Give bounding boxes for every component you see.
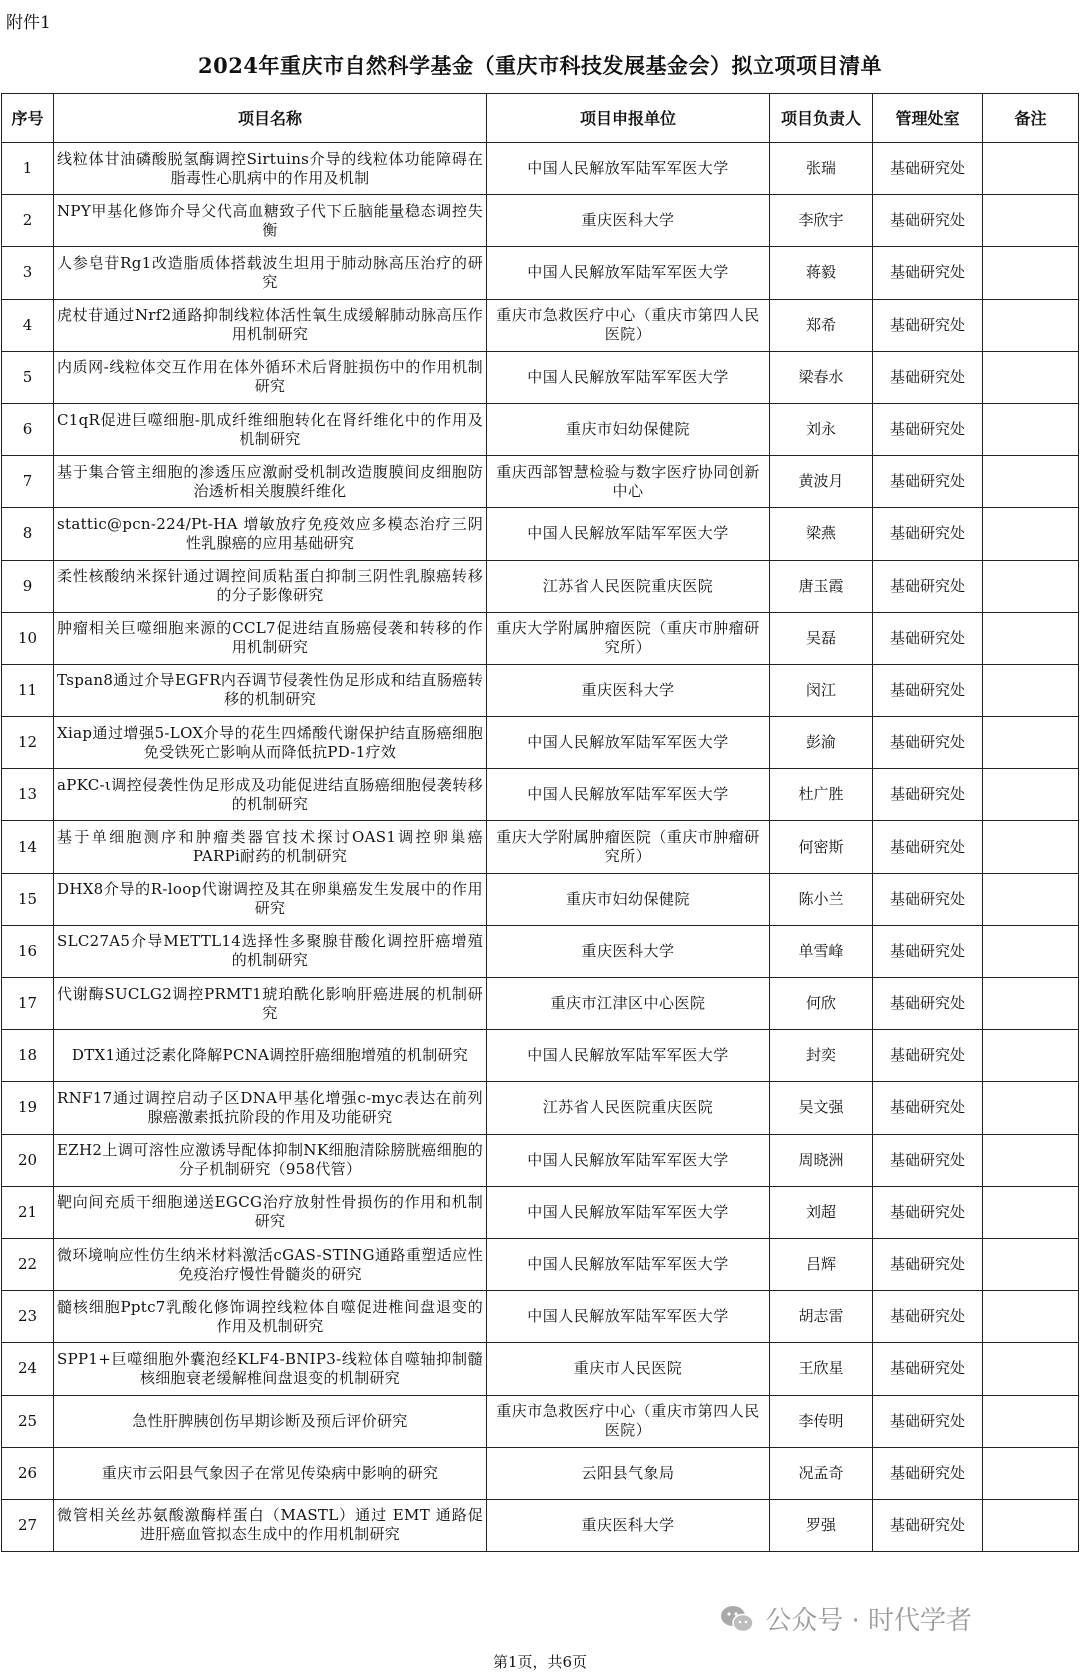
cell-applicant-unit: 重庆医科大学: [487, 664, 770, 716]
cell-project-leader: 李欣宇: [770, 195, 873, 247]
cell-applicant-unit: 中国人民解放军陆军军医大学: [487, 1134, 770, 1186]
cell-project-name: RNF17通过调控启动子区DNA甲基化增强c-myc表达在前列腺癌激素抵抗阶段的作用及功能研究: [54, 1082, 487, 1134]
cell-applicant-unit: 中国人民解放军陆军军医大学: [487, 143, 770, 195]
cell-project-name: 微管相关丝苏氨酸激酶样蛋白（MASTL）通过 EMT 通路促进肝癌血管拟态生成中的作用机制研究: [54, 1499, 487, 1551]
cell-management-office: 基础研究处: [873, 664, 983, 716]
cell-project-leader: 王欣星: [770, 1343, 873, 1395]
table-row: [2, 1291, 1079, 1343]
cell-project-leader: 郑希: [770, 299, 873, 351]
table-row: [2, 351, 1079, 403]
cell-remark: [983, 925, 1079, 977]
table-row: [2, 247, 1079, 299]
table-row: [2, 1082, 1079, 1134]
cell-project-name: 靶向间充质干细胞递送EGCG治疗放射性骨损伤的作用和机制研究: [54, 1186, 487, 1238]
cell-management-office: 基础研究处: [873, 821, 983, 873]
table-row: [2, 1134, 1079, 1186]
cell-project-leader: 闵江: [770, 664, 873, 716]
table-header-row: [2, 94, 1079, 143]
table-row: [2, 403, 1079, 455]
cell-no: 27: [2, 1499, 54, 1551]
cell-management-office: 基础研究处: [873, 247, 983, 299]
cell-project-name: 内质网-线粒体交互作用在体外循环术后肾脏损伤中的作用机制研究: [54, 351, 487, 403]
cell-remark: [983, 351, 1079, 403]
cell-management-office: 基础研究处: [873, 1395, 983, 1447]
project-table: [1, 93, 1079, 1552]
cell-applicant-unit: 中国人民解放军陆军军医大学: [487, 1238, 770, 1290]
cell-project-name: 微环境响应性仿生纳米材料激活cGAS-STING通路重塑适应性免疫治疗慢性骨髓炎的研究: [54, 1238, 487, 1290]
cell-applicant-unit: 重庆西部智慧检验与数字医疗协同创新中心: [487, 456, 770, 508]
header-no: 序号: [2, 94, 54, 143]
cell-remark: [983, 978, 1079, 1030]
cell-no: 22: [2, 1238, 54, 1290]
header-unit: 项目申报单位: [487, 94, 770, 143]
cell-management-office: 基础研究处: [873, 873, 983, 925]
cell-project-name: SLC27A5介导METTL14选择性多聚腺苷酸化调控肝癌增殖的机制研究: [54, 925, 487, 977]
cell-management-office: 基础研究处: [873, 560, 983, 612]
cell-project-leader: 李传明: [770, 1395, 873, 1447]
cell-no: 4: [2, 299, 54, 351]
cell-project-leader: 刘超: [770, 1186, 873, 1238]
page-number: 第1页，共6页: [492, 1653, 588, 1671]
cell-project-leader: 彭渝: [770, 717, 873, 769]
cell-project-leader: 刘永: [770, 403, 873, 455]
table-row: [2, 1030, 1079, 1082]
header-office: 管理处室: [873, 94, 983, 143]
cell-management-office: 基础研究处: [873, 612, 983, 664]
cell-remark: [983, 612, 1079, 664]
cell-management-office: 基础研究处: [873, 1447, 983, 1499]
cell-remark: [983, 403, 1079, 455]
cell-applicant-unit: 云阳县气象局: [487, 1447, 770, 1499]
cell-management-office: 基础研究处: [873, 143, 983, 195]
cell-no: 7: [2, 456, 54, 508]
watermark: [719, 1600, 972, 1637]
cell-management-office: 基础研究处: [873, 978, 983, 1030]
cell-project-leader: 何欣: [770, 978, 873, 1030]
cell-project-name: C1qR促进巨噬细胞-肌成纤维细胞转化在肾纤维化中的作用及机制研究: [54, 403, 487, 455]
cell-remark: [983, 1291, 1079, 1343]
cell-no: 25: [2, 1395, 54, 1447]
header-name: 项目名称: [54, 94, 487, 143]
cell-project-leader: 黄波月: [770, 456, 873, 508]
table-row: [2, 717, 1079, 769]
cell-project-leader: 封奕: [770, 1030, 873, 1082]
cell-remark: [983, 1395, 1079, 1447]
cell-applicant-unit: 中国人民解放军陆军军医大学: [487, 717, 770, 769]
cell-remark: [983, 299, 1079, 351]
table-row: [2, 560, 1079, 612]
cell-management-office: 基础研究处: [873, 299, 983, 351]
cell-project-name: 虎杖苷通过Nrf2通路抑制线粒体活性氧生成缓解肺动脉高压作用机制研究: [54, 299, 487, 351]
cell-no: 19: [2, 1082, 54, 1134]
table-row: [2, 769, 1079, 821]
cell-applicant-unit: 重庆市妇幼保健院: [487, 403, 770, 455]
cell-project-name: EZH2上调可溶性应激诱导配体抑制NK细胞清除膀胱癌细胞的分子机制研究（958代管）: [54, 1134, 487, 1186]
cell-remark: [983, 508, 1079, 560]
cell-applicant-unit: 中国人民解放军陆军军医大学: [487, 769, 770, 821]
cell-project-leader: 陈小兰: [770, 873, 873, 925]
cell-remark: [983, 1030, 1079, 1082]
cell-no: 15: [2, 873, 54, 925]
cell-project-leader: 罗强: [770, 1499, 873, 1551]
table-row: [2, 821, 1079, 873]
cell-management-office: 基础研究处: [873, 1499, 983, 1551]
cell-management-office: 基础研究处: [873, 403, 983, 455]
cell-project-name: 肿瘤相关巨噬细胞来源的CCL7促进结直肠癌侵袭和转移的作用机制研究: [54, 612, 487, 664]
cell-project-leader: 何密斯: [770, 821, 873, 873]
header-leader: 项目负责人: [770, 94, 873, 143]
cell-applicant-unit: 中国人民解放军陆军军医大学: [487, 351, 770, 403]
cell-applicant-unit: 重庆市江津区中心医院: [487, 978, 770, 1030]
cell-no: 16: [2, 925, 54, 977]
cell-management-office: 基础研究处: [873, 717, 983, 769]
cell-applicant-unit: 中国人民解放军陆军军医大学: [487, 1291, 770, 1343]
cell-project-leader: 蒋毅: [770, 247, 873, 299]
table-row: [2, 1238, 1079, 1290]
cell-no: 20: [2, 1134, 54, 1186]
cell-management-office: 基础研究处: [873, 1291, 983, 1343]
table-row: [2, 873, 1079, 925]
cell-project-name: stattic@pcn-224/Pt-HA 增敏放疗免疫效应多模态治疗三阴性乳腺癌的应用基础研究: [54, 508, 487, 560]
header-remark: 备注: [983, 94, 1079, 143]
cell-no: 18: [2, 1030, 54, 1082]
table-row: [2, 508, 1079, 560]
cell-applicant-unit: 江苏省人民医院重庆医院: [487, 560, 770, 612]
cell-management-office: 基础研究处: [873, 1238, 983, 1290]
cell-project-name: 线粒体甘油磷酸脱氢酶调控Sirtuins介导的线粒体功能障碍在脂毒性心肌病中的作用及机制: [54, 143, 487, 195]
cell-project-leader: 况孟奇: [770, 1447, 873, 1499]
cell-remark: [983, 195, 1079, 247]
cell-remark: [983, 1186, 1079, 1238]
cell-remark: [983, 769, 1079, 821]
cell-project-leader: 吕辉: [770, 1238, 873, 1290]
cell-applicant-unit: 重庆大学附属肿瘤医院（重庆市肿瘤研究所）: [487, 821, 770, 873]
cell-project-leader: 梁燕: [770, 508, 873, 560]
cell-no: 11: [2, 664, 54, 716]
cell-no: 10: [2, 612, 54, 664]
cell-applicant-unit: 重庆市人民医院: [487, 1343, 770, 1395]
cell-project-name: DHX8介导的R-loop代谢调控及其在卵巢癌发生发展中的作用研究: [54, 873, 487, 925]
cell-no: 6: [2, 403, 54, 455]
cell-no: 24: [2, 1343, 54, 1395]
cell-no: 12: [2, 717, 54, 769]
cell-project-leader: 单雪峰: [770, 925, 873, 977]
cell-applicant-unit: 重庆医科大学: [487, 195, 770, 247]
cell-remark: [983, 821, 1079, 873]
cell-remark: [983, 873, 1079, 925]
cell-applicant-unit: 中国人民解放军陆军军医大学: [487, 508, 770, 560]
cell-applicant-unit: 重庆医科大学: [487, 1499, 770, 1551]
cell-no: 23: [2, 1291, 54, 1343]
cell-applicant-unit: 重庆市急救医疗中心（重庆市第四人民医院）: [487, 299, 770, 351]
page-title: 2024年重庆市自然科学基金（重庆市科技发展基金会）拟立项项目清单: [198, 53, 882, 78]
cell-remark: [983, 560, 1079, 612]
cell-project-name: aPKC-ι调控侵袭性伪足形成及功能促进结直肠癌细胞侵袭转移的机制研究: [54, 769, 487, 821]
cell-project-name: 急性肝脾胰创伤早期诊断及预后评价研究: [54, 1395, 487, 1447]
cell-remark: [983, 456, 1079, 508]
cell-project-name: 代谢酶SUCLG2调控PRMT1琥珀酰化影响肝癌进展的机制研究: [54, 978, 487, 1030]
cell-remark: [983, 1134, 1079, 1186]
cell-remark: [983, 1082, 1079, 1134]
cell-project-leader: 胡志雷: [770, 1291, 873, 1343]
cell-management-office: 基础研究处: [873, 456, 983, 508]
cell-project-leader: 吴文强: [770, 1082, 873, 1134]
table-row: [2, 1186, 1079, 1238]
cell-applicant-unit: 重庆医科大学: [487, 925, 770, 977]
table-row: [2, 456, 1079, 508]
cell-remark: [983, 1343, 1079, 1395]
watermark-text: 公众号 · 时代学者: [765, 1606, 972, 1636]
cell-project-leader: 吴磊: [770, 612, 873, 664]
cell-project-leader: 唐玉霞: [770, 560, 873, 612]
cell-project-name: Tspan8通过介导EGFR内吞调节侵袭性伪足形成和结直肠癌转移的机制研究: [54, 664, 487, 716]
cell-management-office: 基础研究处: [873, 1343, 983, 1395]
cell-project-name: 人参皂苷Rg1改造脂质体搭载波生坦用于肺动脉高压治疗的研究: [54, 247, 487, 299]
wechat-icon: [719, 1604, 755, 1634]
cell-project-name: SPP1+巨噬细胞外囊泡经KLF4-BNIP3-线粒体自噬轴抑制髓核细胞衰老缓解椎间盘退变的机制研究: [54, 1343, 487, 1395]
table-row: [2, 299, 1079, 351]
cell-no: 13: [2, 769, 54, 821]
table-row: [2, 1343, 1079, 1395]
cell-applicant-unit: 重庆大学附属肿瘤医院（重庆市肿瘤研究所）: [487, 612, 770, 664]
cell-remark: [983, 247, 1079, 299]
cell-no: 9: [2, 560, 54, 612]
cell-management-office: 基础研究处: [873, 508, 983, 560]
cell-management-office: 基础研究处: [873, 1186, 983, 1238]
cell-no: 26: [2, 1447, 54, 1499]
cell-project-name: Xiap通过增强5-LOX介导的花生四烯酸代谢保护结直肠癌细胞免受铁死亡影响从而降低抗PD-1疗效: [54, 717, 487, 769]
table-row: [2, 143, 1079, 195]
cell-no: 14: [2, 821, 54, 873]
cell-remark: [983, 1238, 1079, 1290]
cell-project-leader: 杜广胜: [770, 769, 873, 821]
cell-remark: [983, 1499, 1079, 1551]
cell-project-name: 髓核细胞Pptc7乳酸化修饰调控线粒体自噬促进椎间盘退变的作用及机制研究: [54, 1291, 487, 1343]
attachment-label: 附件1: [6, 13, 51, 33]
cell-no: 17: [2, 978, 54, 1030]
cell-project-leader: 张瑞: [770, 143, 873, 195]
cell-project-name: NPY甲基化修饰介导父代高血糖致子代下丘脑能量稳态调控失衡: [54, 195, 487, 247]
table-row: [2, 664, 1079, 716]
cell-no: 3: [2, 247, 54, 299]
cell-remark: [983, 717, 1079, 769]
cell-project-leader: 周晓洲: [770, 1134, 873, 1186]
table-row: [2, 1447, 1079, 1499]
cell-project-name: 基于集合管主细胞的渗透压应激耐受机制改造腹膜间皮细胞防治透析相关腹膜纤维化: [54, 456, 487, 508]
cell-applicant-unit: 江苏省人民医院重庆医院: [487, 1082, 770, 1134]
table-row: [2, 1395, 1079, 1447]
cell-management-office: 基础研究处: [873, 1082, 983, 1134]
cell-management-office: 基础研究处: [873, 1134, 983, 1186]
cell-project-name: 柔性核酸纳米探针通过调控间质粘蛋白抑制三阴性乳腺癌转移的分子影像研究: [54, 560, 487, 612]
cell-applicant-unit: 重庆市妇幼保健院: [487, 873, 770, 925]
cell-applicant-unit: 中国人民解放军陆军军医大学: [487, 1186, 770, 1238]
cell-project-leader: 梁春水: [770, 351, 873, 403]
table-row: [2, 978, 1079, 1030]
cell-project-name: DTX1通过泛素化降解PCNA调控肝癌细胞增殖的机制研究: [54, 1030, 487, 1082]
cell-no: 1: [2, 143, 54, 195]
cell-no: 5: [2, 351, 54, 403]
cell-remark: [983, 143, 1079, 195]
cell-applicant-unit: 中国人民解放军陆军军医大学: [487, 247, 770, 299]
cell-applicant-unit: 中国人民解放军陆军军医大学: [487, 1030, 770, 1082]
cell-project-name: 重庆市云阳县气象因子在常见传染病中影响的研究: [54, 1447, 487, 1499]
cell-management-office: 基础研究处: [873, 351, 983, 403]
cell-remark: [983, 664, 1079, 716]
cell-management-office: 基础研究处: [873, 195, 983, 247]
cell-applicant-unit: 重庆市急救医疗中心（重庆市第四人民医院）: [487, 1395, 770, 1447]
cell-remark: [983, 1447, 1079, 1499]
cell-no: 8: [2, 508, 54, 560]
cell-management-office: 基础研究处: [873, 925, 983, 977]
cell-no: 2: [2, 195, 54, 247]
cell-management-office: 基础研究处: [873, 769, 983, 821]
cell-no: 21: [2, 1186, 54, 1238]
cell-management-office: 基础研究处: [873, 1030, 983, 1082]
cell-project-name: 基于单细胞测序和肿瘤类器官技术探讨OAS1调控卵巢癌PARPi耐药的机制研究: [54, 821, 487, 873]
table-row: [2, 1499, 1079, 1551]
table-row: [2, 612, 1079, 664]
table-row: [2, 925, 1079, 977]
table-row: [2, 195, 1079, 247]
